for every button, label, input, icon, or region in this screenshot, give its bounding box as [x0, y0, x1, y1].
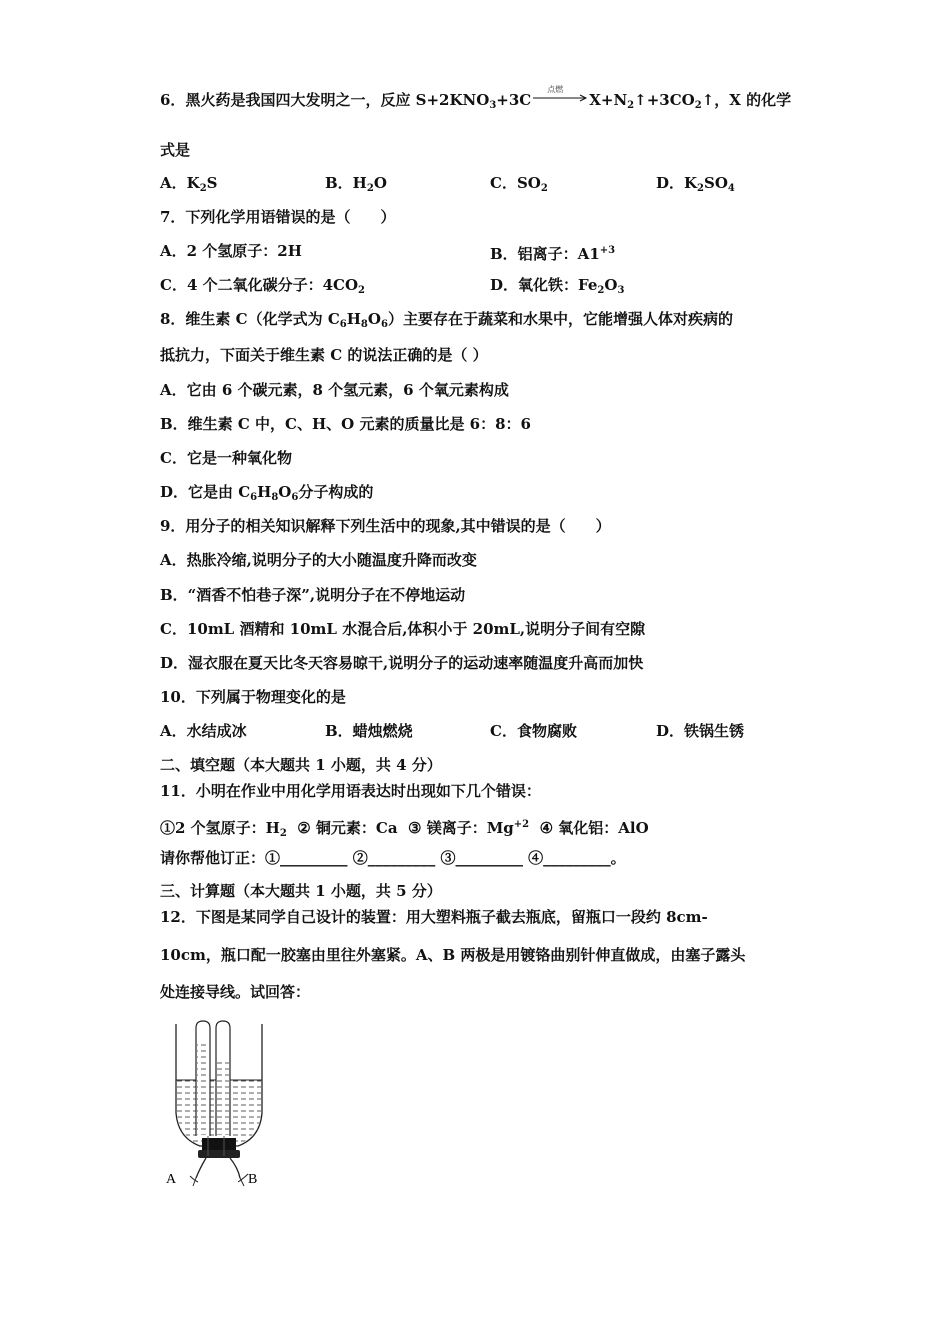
q9-option-a: A．热胀冷缩,说明分子的大小随温度升降而改变 — [160, 551, 477, 569]
q10-option-c: C．食物腐败 — [490, 722, 577, 740]
q9-option-d: D．湿衣服在夏天比冬天容易晾干,说明分子的运动速率随温度升高而加快 — [160, 654, 644, 672]
q11-errors-line: ①2 个氢原子：$H_2$ ② 铜元素：Ca ③ 镁离子：$Mg^{+2}$ ④ 氧化铝：AlO — [160, 819, 649, 839]
q8-stem: 8．维生素 C（化学式为 $C_6H_8O_6$）主要存在于蔬菜和水果中，它能增强人体对疾病的 — [160, 310, 733, 330]
q10-option-b: B．蜡烛燃烧 — [325, 722, 413, 740]
q8-option-b: B．维生素 C 中，C、H、O 元素的质量比是 6：8：6 — [160, 415, 531, 433]
q10-stem: 10．下列属于物理变化的是 — [160, 688, 346, 706]
section-calc-heading: 三、计算题（本大题共 1 小题，共 5 分） — [160, 882, 442, 900]
q6-option-a: A．$K_2S$ — [160, 174, 218, 194]
q7-option-d: D．氧化铁：$Fe_2O_3$ — [490, 276, 625, 296]
electrode-label-b: B — [248, 1172, 258, 1187]
q6-number: 6． — [160, 91, 186, 109]
section-fill-blank-heading: 二、填空题（本大题共 1 小题，共 4 分） — [160, 756, 442, 774]
q6-option-c: C．$SO_2$ — [490, 174, 548, 194]
apparatus-drawing — [160, 1018, 280, 1193]
electrolysis-apparatus-figure — [160, 1018, 280, 1197]
q7-stem: 7．下列化学用语错误的是（ ） — [160, 208, 396, 226]
q9-option-c: C．10mL 酒精和 10mL 水混合后,体积小于 20mL,说明分子间有空隙 — [160, 620, 646, 638]
q6-option-b: B．$H_2O$ — [325, 174, 387, 194]
reaction-arrow — [531, 85, 589, 110]
q11-stem: 11．小明在作业中用化学用语表达时出现如下几个错误： — [160, 782, 541, 800]
q12-stem-line3: 处连接导线。试回答： — [160, 983, 311, 1001]
q11-answer-blanks: 请你帮他订正：①_________ ②_________ ③_________ ④_________。 — [160, 849, 626, 867]
q8-stem-line2: 抵抗力，下面关于维生素 C 的说法正确的是（ ） — [160, 346, 488, 364]
q8-option-d: D．它是由 $C_6H_8O_6$分子构成的 — [160, 483, 374, 503]
q7-option-b: B．铝离子：$A1^{+3}$ — [490, 245, 616, 263]
q7-option-c: C．4 个二氧化碳分子：$4CO_2$ — [160, 276, 366, 296]
q7-option-a: A．2 个氢原子：2H — [160, 242, 302, 260]
reaction-condition: 点燃 — [547, 85, 564, 94]
q9-option-b: B．“酒香不怕巷子深”,说明分子在不停地运动 — [160, 586, 466, 604]
q9-stem: 9．用分子的相关知识解释下列生活中的现象,其中错误的是（ ） — [160, 517, 611, 535]
q12-stem-line1: 12．下图是某同学自己设计的装置：用大塑料瓶子截去瓶底，留瓶口一段约 8cm- — [160, 908, 708, 926]
q6-stem: 6．黑火药是我国四大发明之一，反应 $S+2KNO_3+3C$ 点燃 $X+N_2↑+3CO_2↑$，X 的化学 — [160, 90, 791, 116]
q10-option-a: A．水结成冰 — [160, 722, 247, 740]
q12-stem-line2: 10cm，瓶口配一胶塞由里往外塞紧。A、B 两极是用镀铬曲别针伸直做成，由塞子露头 — [160, 946, 746, 964]
q8-option-c: C．它是一种氧化物 — [160, 449, 292, 467]
q6-option-d: D．$K_2SO_4$ — [656, 174, 735, 194]
q6-stem-line2: 式是 — [160, 141, 191, 159]
arrow-icon — [531, 90, 589, 110]
electrode-label-a: A — [166, 1172, 177, 1187]
q8-option-a: A．它由 6 个碳元素，8 个氢元素，6 个氧元素构成 — [160, 381, 509, 399]
q10-option-d: D．铁锅生锈 — [656, 722, 745, 740]
